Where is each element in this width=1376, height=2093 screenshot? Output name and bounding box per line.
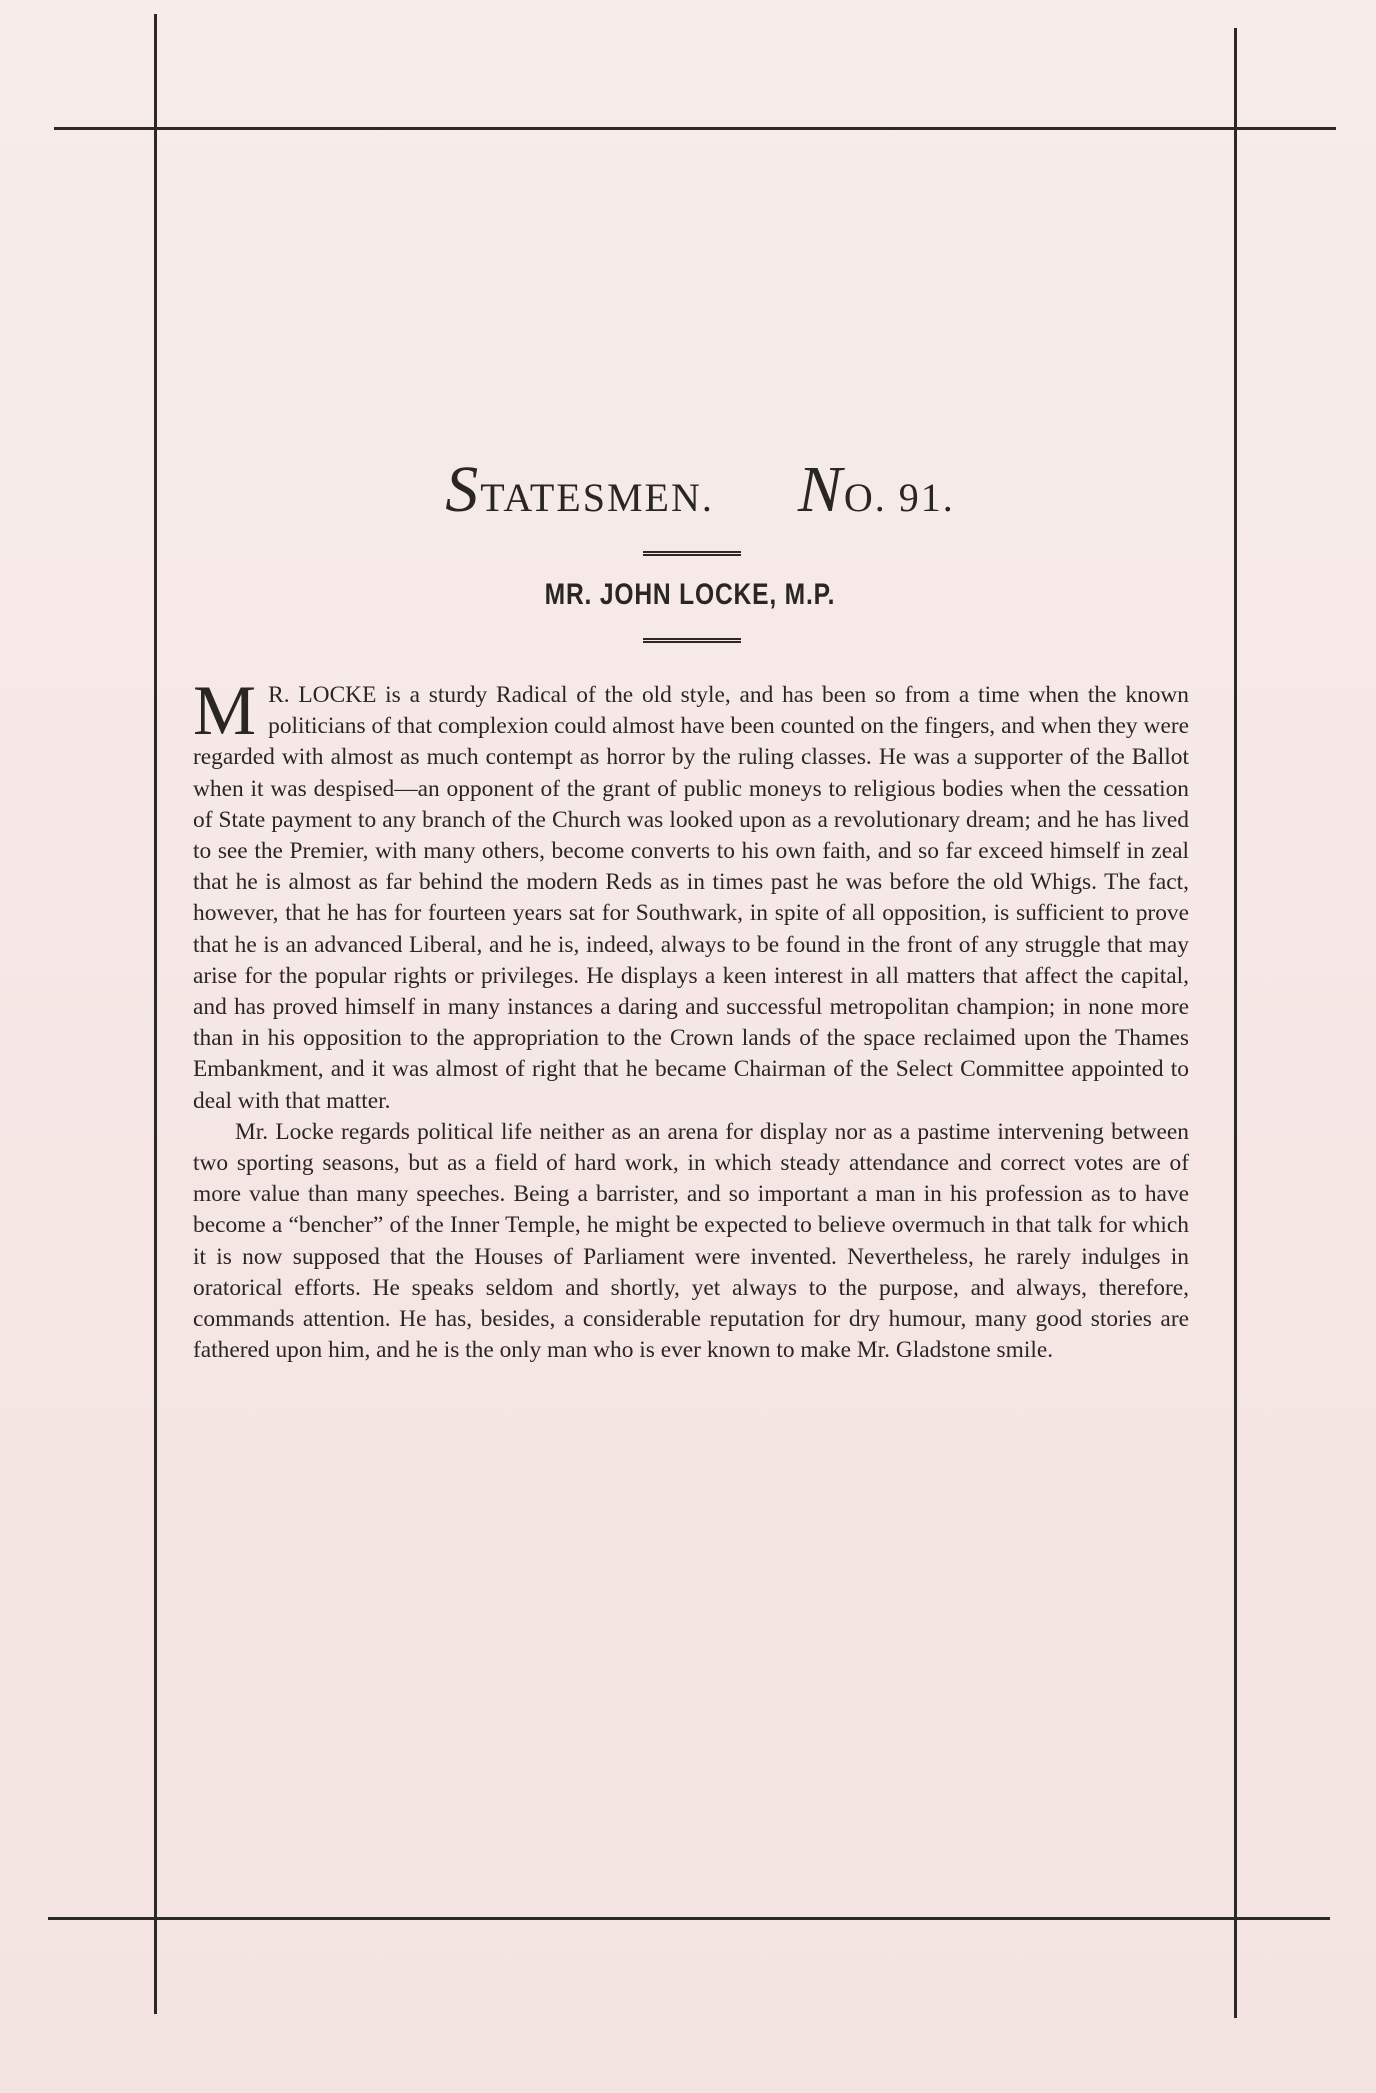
frame-top-rule [54,127,1336,130]
article-subject: MR. JOHN LOCKE, M.P. [544,578,836,611]
drop-cap: M [193,672,257,750]
title-divider [643,551,741,556]
subject-divider [643,638,741,643]
frame-left-rule [154,14,157,2014]
paragraph-2: Mr. Locke regards political life neither as an arena for display nor as a pastime intervening between two sporting seasons, but as a field of hard work, in which steady attendance and correct votes are of more value than many speeches. Being a barrister, and so important a man in his profession as to have become a “bencher” of the Inner Temple, he might be expected to believe overmuch in that talk for which it is now supposed that the Houses of Parliament were invented. Nevertheless, he rarely indulges in oratorical efforts. He speaks seldom and shortly, yet always to the purpose, and always, therefore, commands attention. He has, besides, a considerable reputation for dry humour, many good stories are fathered upon him, and he is the only man who is ever known to make Mr. Gladstone smile. [193,1118,1189,1364]
number-initial: N [797,453,844,526]
paragraph-1-text: R. LOCKE is a sturdy Radical of the old style, and has been so from a time when the known politicians of that complexion could almost have been counted on the fingers, and when they were regarded with almost as much contempt as horror by the ruling classes. He was a supporter of the Ballot when it was despised—an opponent of the grant of public moneys to religious bodies when the cessation of State payment to any branch of the Church was looked upon as a revolutionary dream; and he has lived to see the Premier, with many others, become converts to his own faith, and so far exceed himself in zeal that he is almost as far behind the modern Reds as in times past he was before the old Whigs. The fact, however, that he has for fourteen years sat for Southwark, in spite of all opposition, is sufficient to prove that he is an advanced Liberal, and he is, indeed, always to be found in the front of any struggle that may arise for the popular rights or privileges. He displays a keen interest in all matters that affect the capital, and has proved himself in many instances a daring and successful metropolitan champion; in none more than in his opposition to the appropriation to the Crown lands of the space reclaimed upon the Thames Embankment, and it was almost of right that he became Chairman of the Select Committee appointed to deal with that matter. [193,682,1189,1114]
frame-right-rule [1234,28,1237,2018]
frame-bottom-rule [48,1917,1330,1920]
series-title: TATESMEN. [480,475,714,520]
series-number: O. 91. [843,475,955,520]
series-initial: S [445,453,481,526]
article-body [193,672,1189,1366]
paragraph-1 [193,672,1189,1117]
series-heading [440,452,960,528]
